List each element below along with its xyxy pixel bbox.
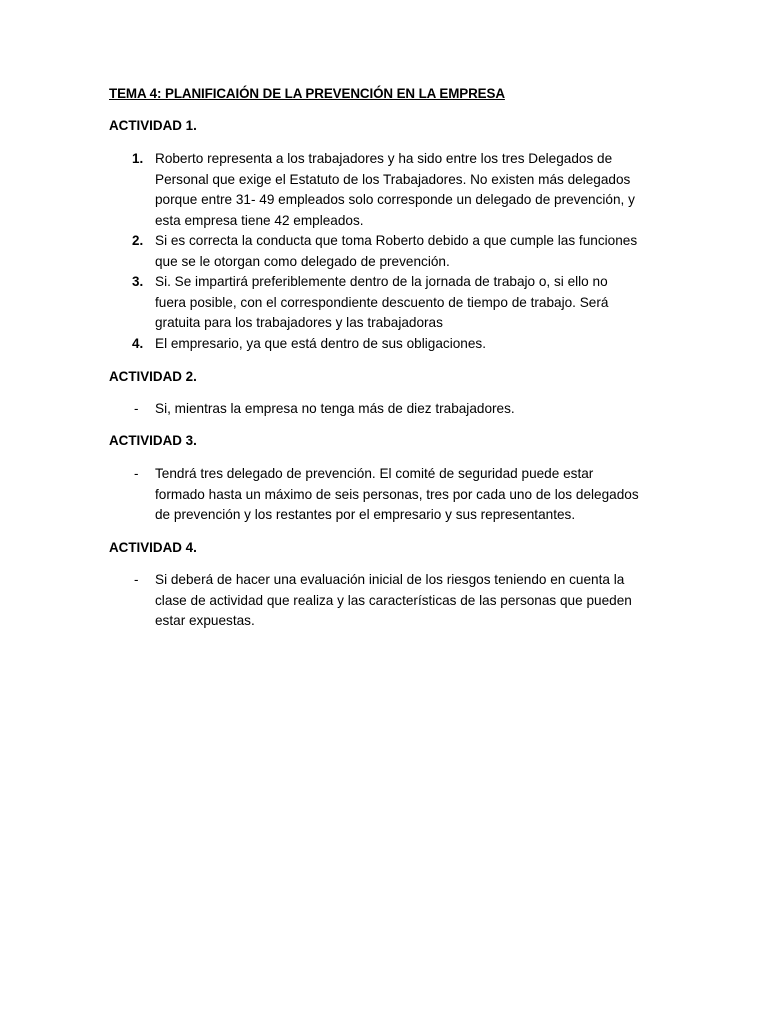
list-item-line: Personal que exige el Estatuto de los Trabajadores. No existen más delegados bbox=[155, 171, 631, 187]
activity-1-item-1 bbox=[132, 149, 675, 231]
activity-4-heading: ACTIVIDAD 4. bbox=[109, 540, 197, 555]
list-number: 3. bbox=[132, 274, 144, 289]
activity-1-item-3 bbox=[132, 272, 675, 334]
activity-1-item-2 bbox=[132, 231, 675, 272]
activity-2-item-1 bbox=[134, 399, 675, 420]
list-item-line: formado hasta un máximo de seis personas, tres por cada uno de los delegados bbox=[155, 486, 639, 502]
list-item-line: Tendrá tres delegado de prevención. El comité de seguridad puede estar bbox=[155, 466, 594, 481]
activity-3-heading: ACTIVIDAD 3. bbox=[109, 433, 197, 448]
activity-2-heading: ACTIVIDAD 2. bbox=[109, 369, 197, 384]
activity-4-item-1 bbox=[134, 570, 675, 632]
list-item-line: Roberto representa a los trabajadores y ha sido entre los tres Delegados de bbox=[155, 151, 613, 166]
list-item-line: esta empresa tiene 42 empleados. bbox=[155, 212, 364, 228]
list-dash: - bbox=[134, 572, 139, 587]
list-item-line: de prevención y los restantes por el empresario y sus representantes. bbox=[155, 507, 576, 523]
document-title: TEMA 4: PLANIFICAIÓN DE LA PREVENCIÓN EN LA EMPRESA bbox=[109, 86, 505, 101]
list-number: 1. bbox=[132, 151, 144, 166]
list-item-line: Si, mientras la empresa no tenga más de diez trabajadores. bbox=[155, 401, 515, 416]
list-item-line: estar expuestas. bbox=[155, 613, 255, 629]
list-item-line: fuera posible, con el correspondiente descuento de tiempo de trabajo. Será bbox=[155, 294, 609, 310]
list-item-line: Si. Se impartirá preferiblemente dentro de la jornada de trabajo o, si ello no bbox=[155, 274, 608, 289]
activity-1-item-4 bbox=[132, 334, 675, 355]
list-item-line: El empresario, ya que está dentro de sus obligaciones. bbox=[155, 336, 486, 351]
list-number: 4. bbox=[132, 336, 144, 351]
activity-1-heading: ACTIVIDAD 1. bbox=[109, 118, 197, 133]
list-item-line: Si deberá de hacer una evaluación inicial de los riesgos teniendo en cuenta la bbox=[155, 572, 625, 587]
list-number: 2. bbox=[132, 233, 144, 248]
list-item-line: porque entre 31- 49 empleados solo corresponde un delegado de prevención, y bbox=[155, 192, 635, 208]
activity-3-item-1 bbox=[134, 464, 675, 526]
list-dash: - bbox=[134, 401, 139, 416]
list-item-line: gratuita para los trabajadores y las trabajadoras bbox=[155, 315, 443, 331]
list-item-line: Si es correcta la conducta que toma Roberto debido a que cumple las funciones bbox=[155, 233, 638, 248]
list-item-line: clase de actividad que realiza y las características de las personas que pueden bbox=[155, 592, 632, 608]
list-item-line: que se le otorgan como delegado de prevención. bbox=[155, 253, 450, 269]
list-dash: - bbox=[134, 466, 139, 481]
